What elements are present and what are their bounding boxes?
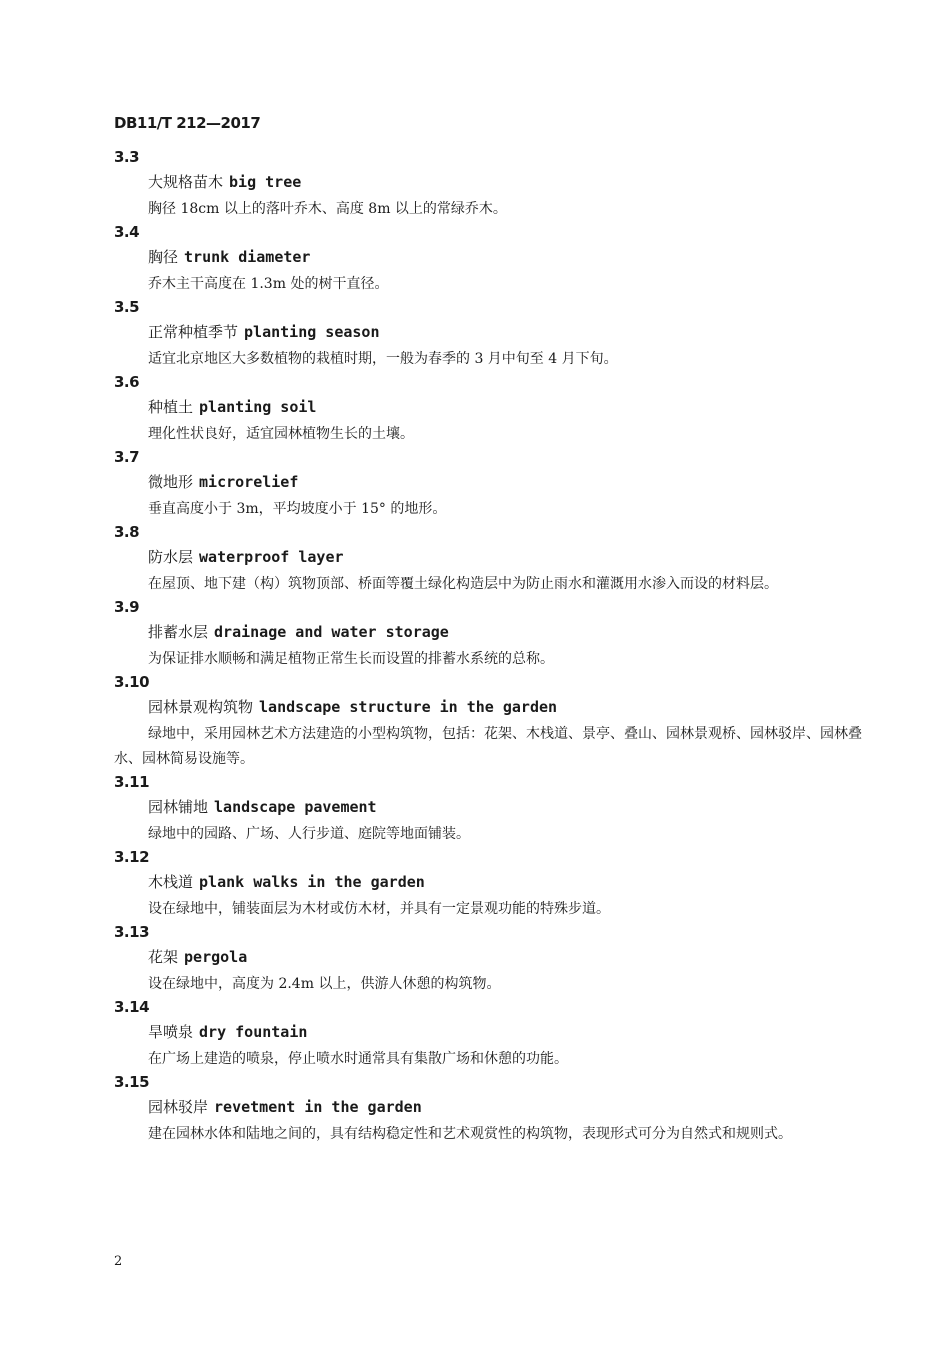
- term-definition: 理化性状良好，适宜园林植物生长的土壤。: [148, 426, 414, 442]
- term-number: 3.4: [114, 223, 140, 241]
- terms-list: [114, 147, 864, 1147]
- term-number: 3.6: [114, 373, 140, 391]
- page-number: 2: [114, 1254, 123, 1269]
- term-name-zh: 排蓄水层: [148, 623, 209, 641]
- term-definition: 在广场上建造的喷泉，停止喷水时通常具有集散广场和休憩的功能。: [148, 1051, 568, 1067]
- term-entry: [114, 672, 864, 772]
- term-entry: [114, 447, 864, 522]
- term-title: [114, 622, 864, 647]
- term-entry: [114, 922, 864, 997]
- term-entry: [114, 297, 864, 372]
- term-name-zh: 种植土: [148, 398, 194, 416]
- term-name-en: planting season: [244, 323, 380, 341]
- term-title: [114, 1097, 864, 1122]
- term-entry: [114, 597, 864, 672]
- term-title: [114, 322, 864, 347]
- term-entry: [114, 772, 864, 847]
- term-name-zh: 防水层: [148, 548, 194, 566]
- term-name-zh: 正常种植季节: [148, 323, 239, 341]
- term-number: 3.13: [114, 923, 150, 941]
- term-definition: 为保证排水顺畅和满足植物正常生长而设置的排蓄水系统的总称。: [148, 651, 554, 667]
- term-title: [114, 1022, 864, 1047]
- term-definition: 建在园林水体和陆地之间的，具有结构稳定性和艺术观赏性的构筑物，表现形式可分为自然式和规则式。: [148, 1126, 792, 1142]
- term-number: 3.3: [114, 148, 140, 166]
- term-definition: 绿地中的园路、广场、人行步道、庭院等地面铺装。: [148, 826, 470, 842]
- term-title: [114, 397, 864, 422]
- term-name-en: pergola: [184, 948, 248, 966]
- term-name-zh: 园林景观构筑物: [148, 698, 254, 716]
- term-entry: [114, 522, 864, 597]
- term-entry: [114, 372, 864, 447]
- term-number: 3.9: [114, 598, 140, 616]
- term-definition: 绿地中，采用园林艺术方法建造的小型构筑物，包括：花架、木栈道、景亭、叠山、园林景观桥、园林驳岸、园林叠水、园林简易设施等。: [114, 726, 862, 767]
- term-number: 3.7: [114, 448, 140, 466]
- term-number: 3.14: [114, 998, 150, 1016]
- term-name-zh: 胸径: [148, 248, 179, 266]
- document-code: DB11/T 212—2017: [114, 114, 261, 132]
- term-title: [114, 947, 864, 972]
- term-name-en: dry fountain: [199, 1023, 308, 1041]
- term-name-zh: 园林驳岸: [148, 1098, 209, 1116]
- term-number: 3.10: [114, 673, 150, 691]
- term-number: 3.5: [114, 298, 140, 316]
- term-definition: 乔木主干高度在 1.3m 处的树干直径。: [148, 276, 389, 292]
- term-name-en: plank walks in the garden: [199, 873, 425, 891]
- term-name-en: big tree: [229, 173, 302, 191]
- term-name-en: planting soil: [199, 398, 317, 416]
- term-title: [114, 172, 864, 197]
- term-title: [114, 472, 864, 497]
- term-name-en: drainage and water storage: [214, 623, 449, 641]
- term-definition: 设在绿地中，铺装面层为木材或仿木材，并具有一定景观功能的特殊步道。: [148, 901, 610, 917]
- term-entry: [114, 997, 864, 1072]
- term-name-en: trunk diameter: [184, 248, 311, 266]
- term-name-zh: 木栈道: [148, 873, 194, 891]
- term-number: 3.8: [114, 523, 140, 541]
- term-number: 3.11: [114, 773, 150, 791]
- term-entry: [114, 222, 864, 297]
- term-number: 3.15: [114, 1073, 150, 1091]
- term-definition: 胸径 18cm 以上的落叶乔木、高度 8m 以上的常绿乔木。: [148, 201, 507, 217]
- term-name-en: microrelief: [199, 473, 299, 491]
- term-name-en: landscape structure in the garden: [259, 698, 558, 716]
- term-number: 3.12: [114, 848, 150, 866]
- term-entry: [114, 847, 864, 922]
- term-entry: [114, 147, 864, 222]
- term-title: [114, 697, 864, 722]
- term-title: [114, 547, 864, 572]
- term-name-en: landscape pavement: [214, 798, 377, 816]
- term-name-zh: 微地形: [148, 473, 194, 491]
- term-name-zh: 大规格苗木: [148, 173, 224, 191]
- term-definition: 在屋顶、地下建（构）筑物顶部、桥面等覆土绿化构造层中为防止雨水和灌溉用水渗入而设的材料层。: [148, 576, 778, 592]
- term-name-en: waterproof layer: [199, 548, 344, 566]
- term-title: [114, 797, 864, 822]
- term-name-zh: 花架: [148, 948, 179, 966]
- term-definition: 适宜北京地区大多数植物的栽植时期，一般为春季的 3 月中旬至 4 月下旬。: [148, 351, 618, 367]
- term-name-zh: 旱喷泉: [148, 1023, 194, 1041]
- term-title: [114, 872, 864, 897]
- term-definition: 设在绿地中，高度为 2.4m 以上，供游人休憩的构筑物。: [148, 976, 501, 992]
- term-entry: [114, 1072, 864, 1147]
- term-definition: 垂直高度小于 3m，平均坡度小于 15° 的地形。: [148, 501, 447, 517]
- term-name-en: revetment in the garden: [214, 1098, 422, 1116]
- term-name-zh: 园林铺地: [148, 798, 209, 816]
- term-title: [114, 247, 864, 272]
